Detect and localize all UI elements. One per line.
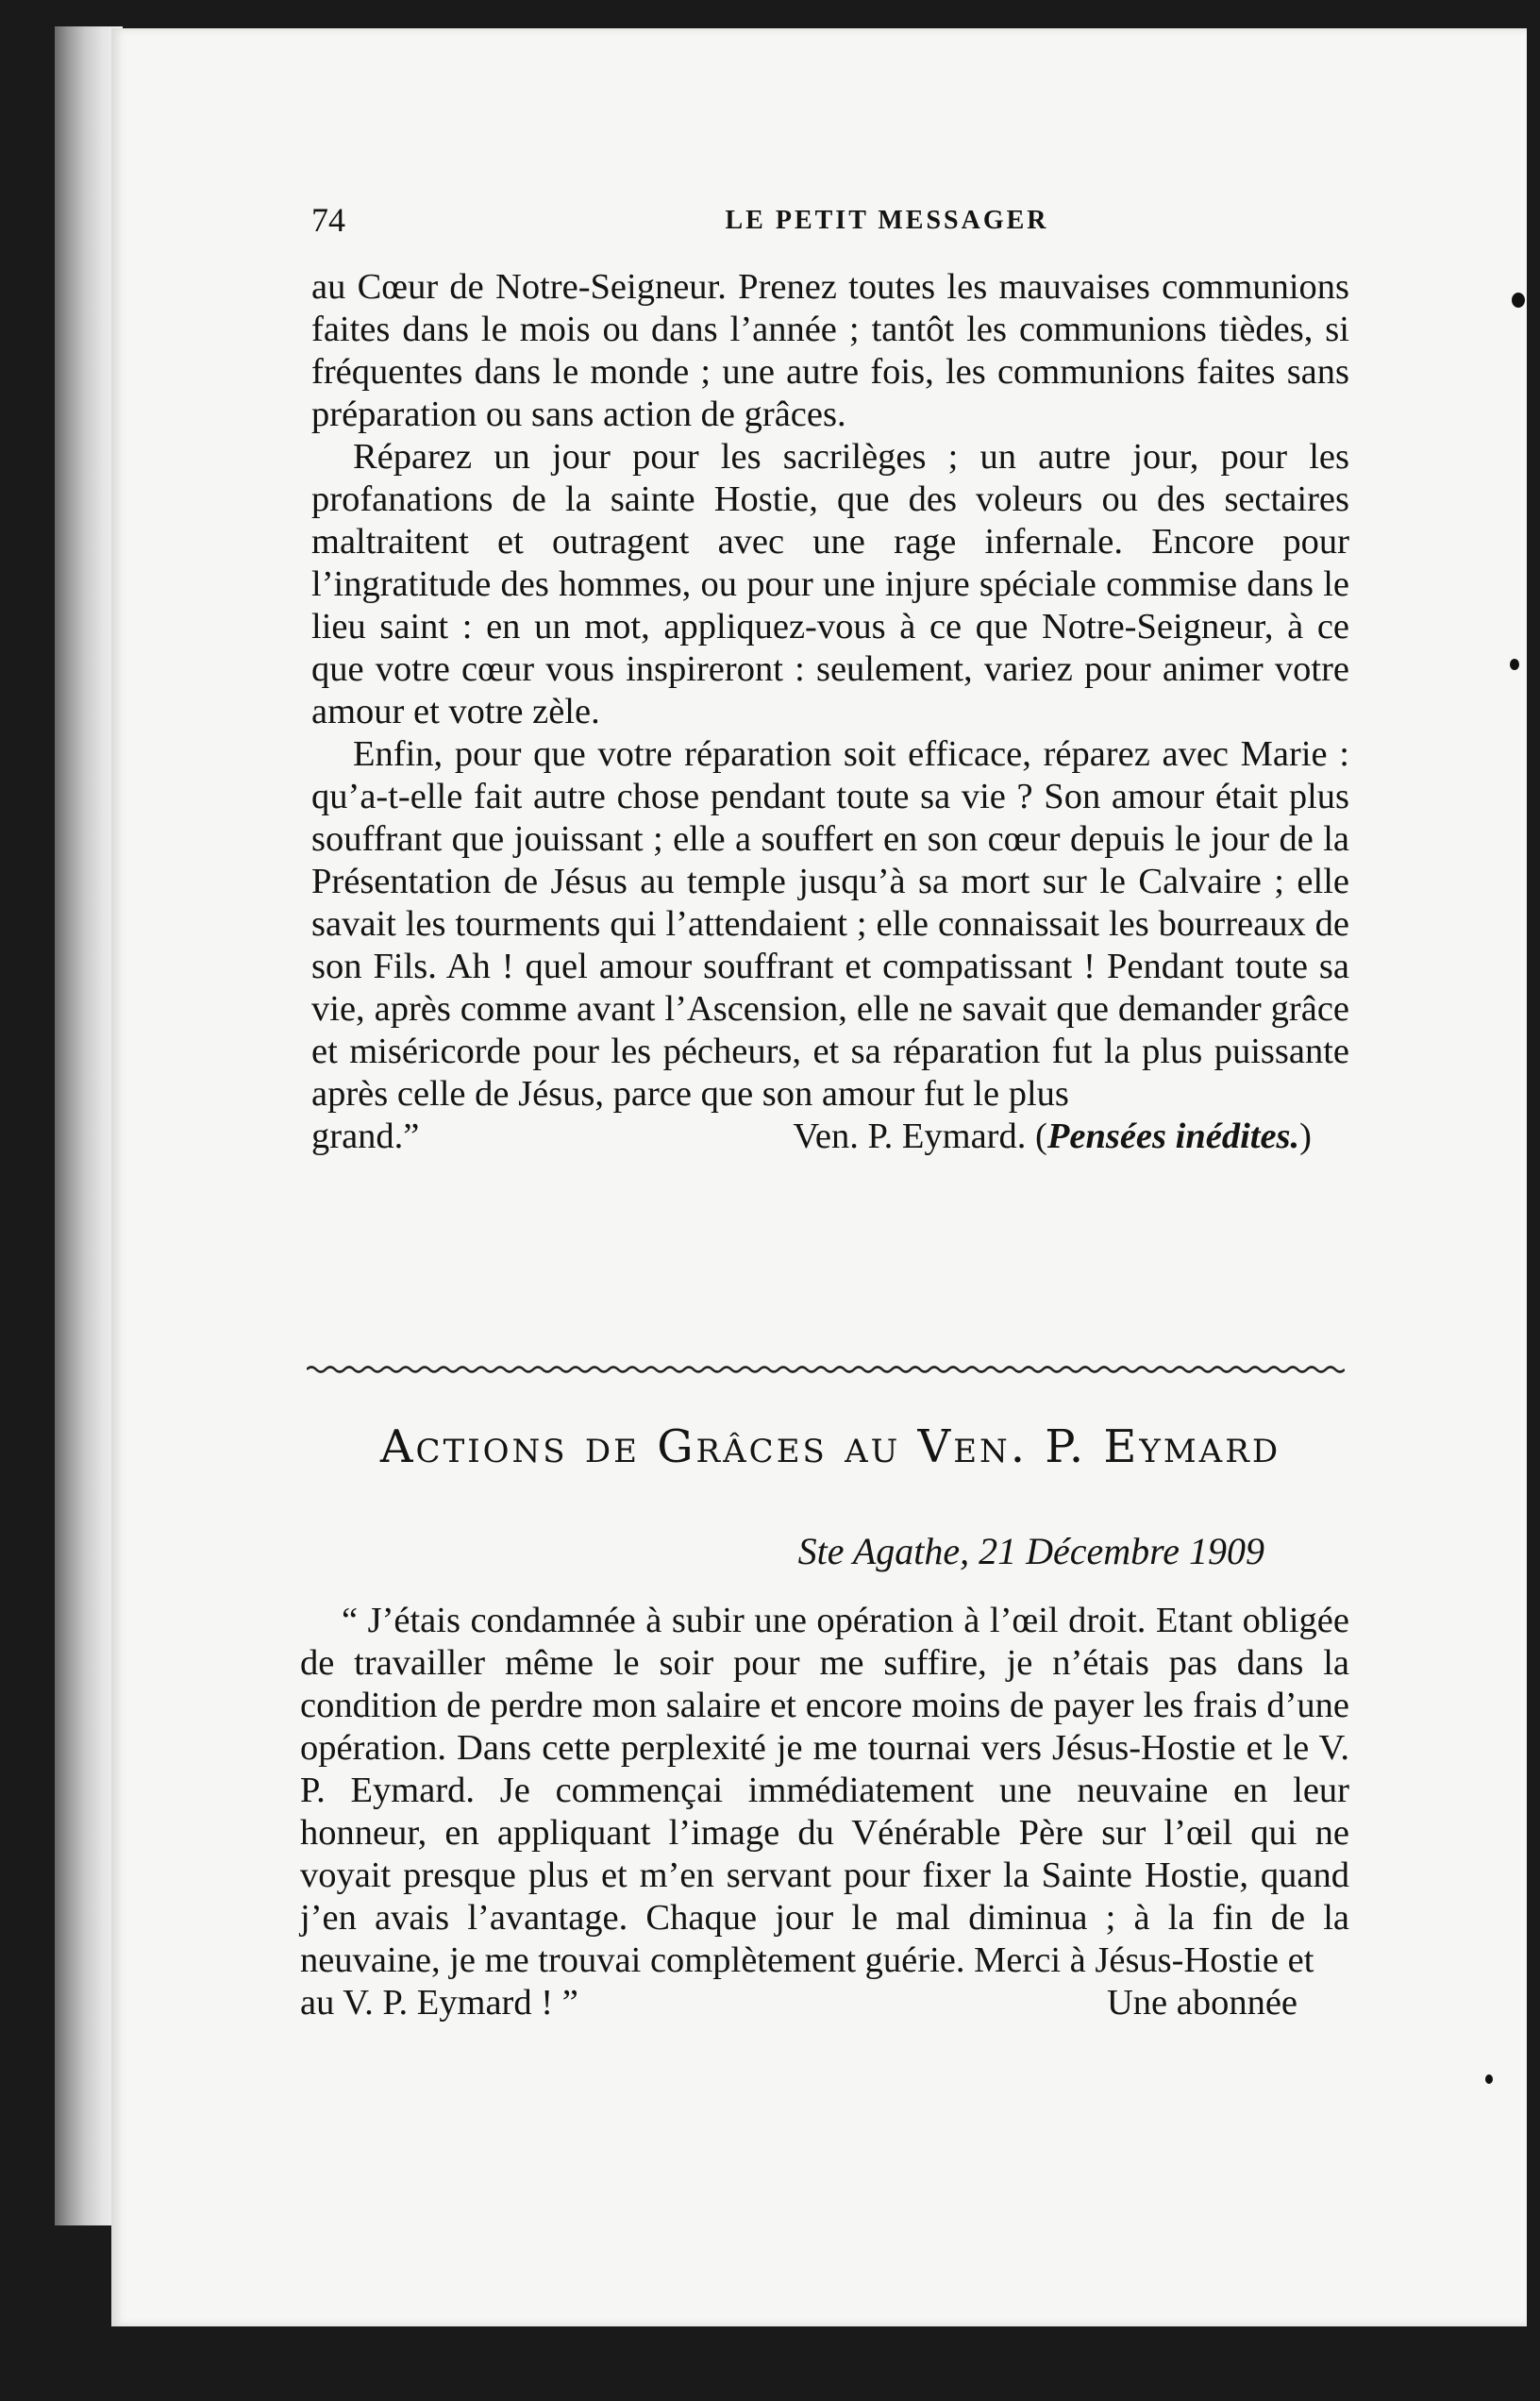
dateline: Ste Agathe, 21 Décembre 1909 <box>797 1530 1264 1572</box>
source-title: Pensées inédites. <box>1046 1117 1300 1156</box>
paragraph-3: Enfin, pour que votre réparation soit efficace, réparez avec Marie : qu’a-t-elle fait autre chose pendant toute sa vie ? Son amour était plus souffrant que jouissant ; elle a souffert en son cœur depuis le jour de la Présentation de Jésus au temple jusqu’à sa mort sur le Calvaire ; elle savait les tourments qui l’attendaient ; elle connaissait les bourreaux de son Fils. Ah ! quel amour souffrant et compatissant ! Pendant toute sa vie, après comme avant l’Ascension, elle ne savait que demander grâce et miséricorde pour les pécheurs, et sa réparation fut la plus puissante après celle de Jésus, parce que son amour fut le plus <box>311 734 1349 1114</box>
attribution: Ven. P. Eymard. (Pensées inédites.) <box>793 1117 1312 1156</box>
paragraph-2: Réparez un jour pour les sacrilèges ; un autre jour, pour les profanations de la sainte Hostie, que des voleurs ou des sectaires maltraitent et outragent avec une rage infernale. Encore pour l’ingratitude des hommes, ou pour une injure spéciale commise dans le lieu saint : en un mot, appliquez-vous à ce que Notre-Seigneur, à ce que votre cœur vous inspireront : seulement, variez pour animer votre amour et votre zèle. <box>311 437 1349 731</box>
testimony-end: au V. P. Eymard ! ” <box>300 1983 578 2023</box>
scan-mark <box>1512 293 1525 308</box>
scan-mark <box>1510 659 1519 670</box>
signature: Ven. P. Eymard. <box>793 1117 1027 1156</box>
page-header <box>311 200 1349 247</box>
paragraph-3-end: grand.” <box>311 1117 420 1156</box>
page-number: 74 <box>311 201 345 239</box>
testimony-signature-line <box>300 1982 1349 2024</box>
paragraph-1: au Cœur de Notre-Seigneur. Prenez toutes les mauvaises communions faites dans le mois ou dans l’année ; tantôt les communions tièdes, si fréquentes dans le monde ; une autre fois, les communions faites sans préparation ou sans action de grâces. <box>311 267 1349 434</box>
testimony-body <box>300 1600 1349 2024</box>
section-title: Actions de Grâces au Ven. P. Eymard <box>379 1420 1281 1473</box>
wavy-divider <box>307 1363 1345 1376</box>
running-head: LE PETIT MESSAGER <box>725 206 1049 235</box>
testimony-author: Une abonnée <box>1106 1983 1297 2023</box>
signature-line <box>311 1116 1349 1158</box>
testimony-paragraph: “ J’étais condamnée à subir une opération à l’œil droit. Etant obligée de travailler même le soir pour me suffire, je n’étais pas dans la condition de perdre mon salaire et encore moins de payer les frais d’une opération. Dans cette perplexité je me tournai vers Jésus-Hostie et le V. P. Eymard. Je commençai immédiatement une neuvaine en leur honneur, en appliquant l’image du Vénérable Père sur l’œil qui ne voyait presque plus et m’en servant pour fixer la Sainte Hostie, quand j’en avais l’avantage. Chaque jour le mal diminua ; à la fin de la neuvaine, je me trouvai complètement guérie. Merci à Jésus-Hostie et <box>300 1601 1349 1980</box>
article-body <box>311 266 1349 1158</box>
scan-mark <box>1485 2074 1493 2084</box>
